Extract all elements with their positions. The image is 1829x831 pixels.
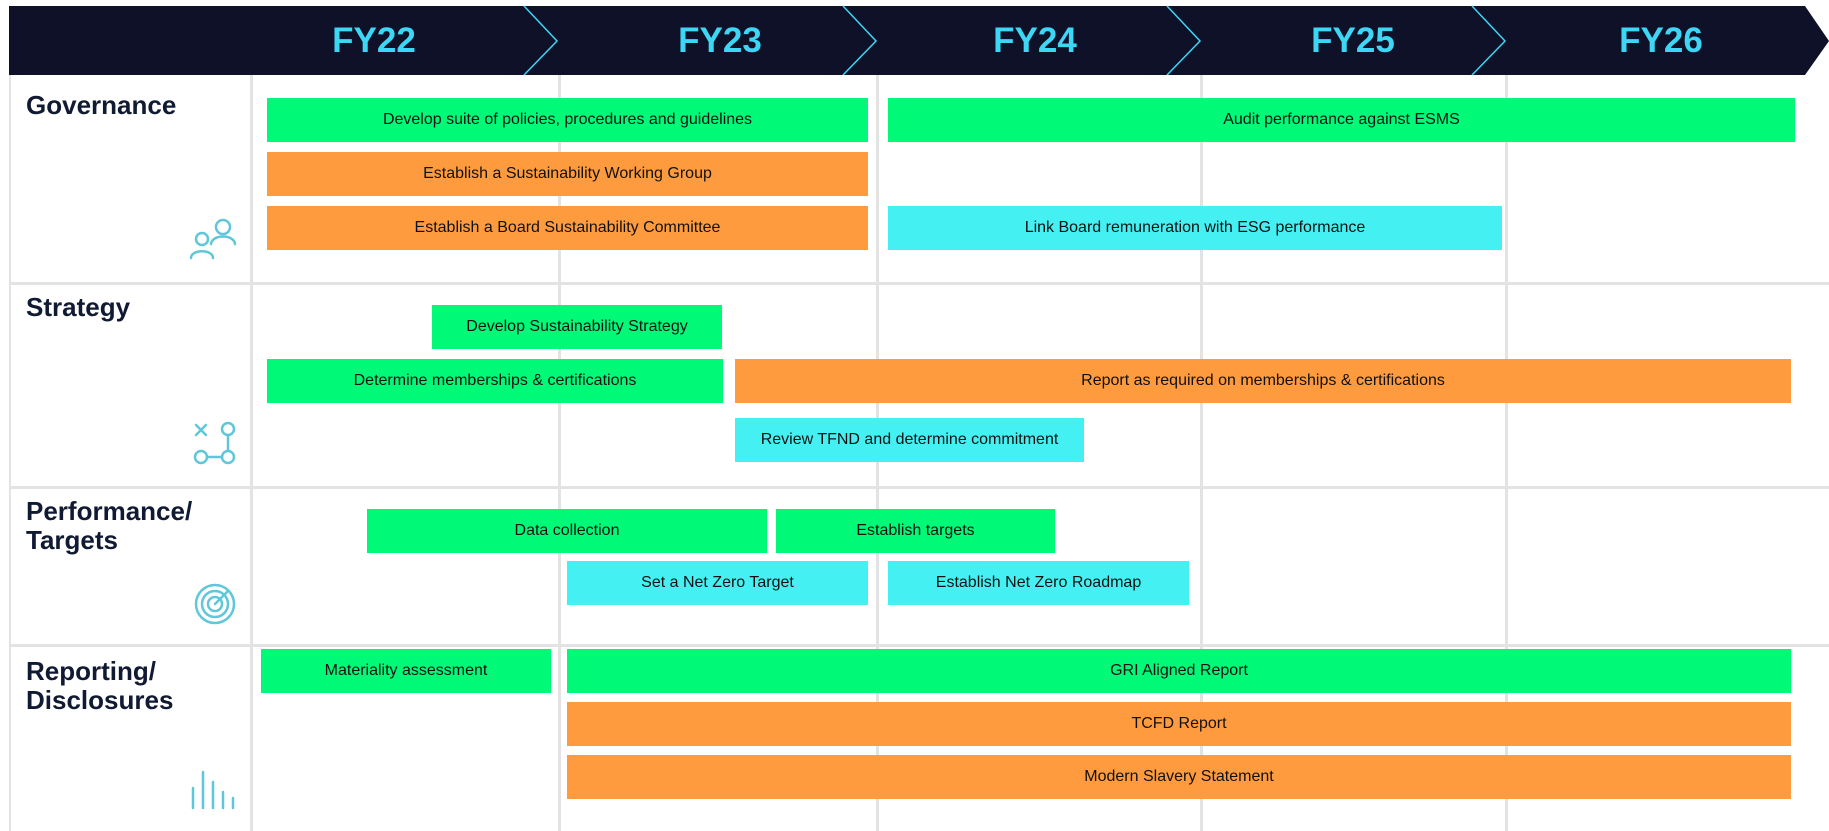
task-bar: GRI Aligned Report: [567, 649, 1791, 693]
grid-left-border: [9, 75, 11, 831]
task-bar: Report as required on memberships & certifications: [735, 359, 1791, 403]
task-bar: Data collection: [367, 509, 767, 553]
category-label-reporting: Reporting/ Disclosures: [26, 656, 174, 715]
task-bar: Establish targets: [776, 509, 1055, 553]
category-label-strategy: Strategy: [26, 292, 131, 322]
grid-column-line: [250, 75, 253, 831]
task-bar: Link Board remuneration with ESG performance: [888, 206, 1502, 250]
task-bar: TCFD Report: [567, 702, 1791, 746]
year-fy24: FY24: [993, 21, 1077, 60]
task-bar: Review TFND and determine commitment: [735, 418, 1084, 462]
path-icon: [190, 419, 240, 467]
grid-row-line: [9, 644, 1829, 647]
task-bar: Set a Net Zero Target: [567, 561, 868, 605]
year-fy23: FY23: [678, 21, 762, 60]
task-bar: Modern Slavery Statement: [567, 755, 1791, 799]
year-fy22: FY22: [332, 21, 416, 60]
category-label-governance: Governance: [26, 90, 177, 120]
grid-row-line: [9, 282, 1829, 285]
task-bar: Materiality assessment: [261, 649, 551, 693]
grid-row-line: [9, 486, 1829, 489]
people-icon: [188, 216, 238, 260]
year-fy25: FY25: [1311, 21, 1395, 60]
task-bar: Develop Sustainability Strategy: [432, 305, 722, 349]
bars-icon: [189, 768, 237, 810]
task-bar: Audit performance against ESMS: [888, 98, 1795, 142]
task-bar: Establish a Sustainability Working Group: [267, 152, 868, 196]
task-bar: Establish a Board Sustainability Committee: [267, 206, 868, 250]
task-bar: Develop suite of policies, procedures and guidelines: [267, 98, 868, 142]
year-fy26: FY26: [1619, 21, 1703, 60]
task-bar: Establish Net Zero Roadmap: [888, 561, 1189, 605]
task-bar: Determine memberships & certifications: [267, 359, 723, 403]
category-label-performance: Performance/ Targets: [26, 496, 193, 555]
target-icon: [193, 582, 237, 626]
